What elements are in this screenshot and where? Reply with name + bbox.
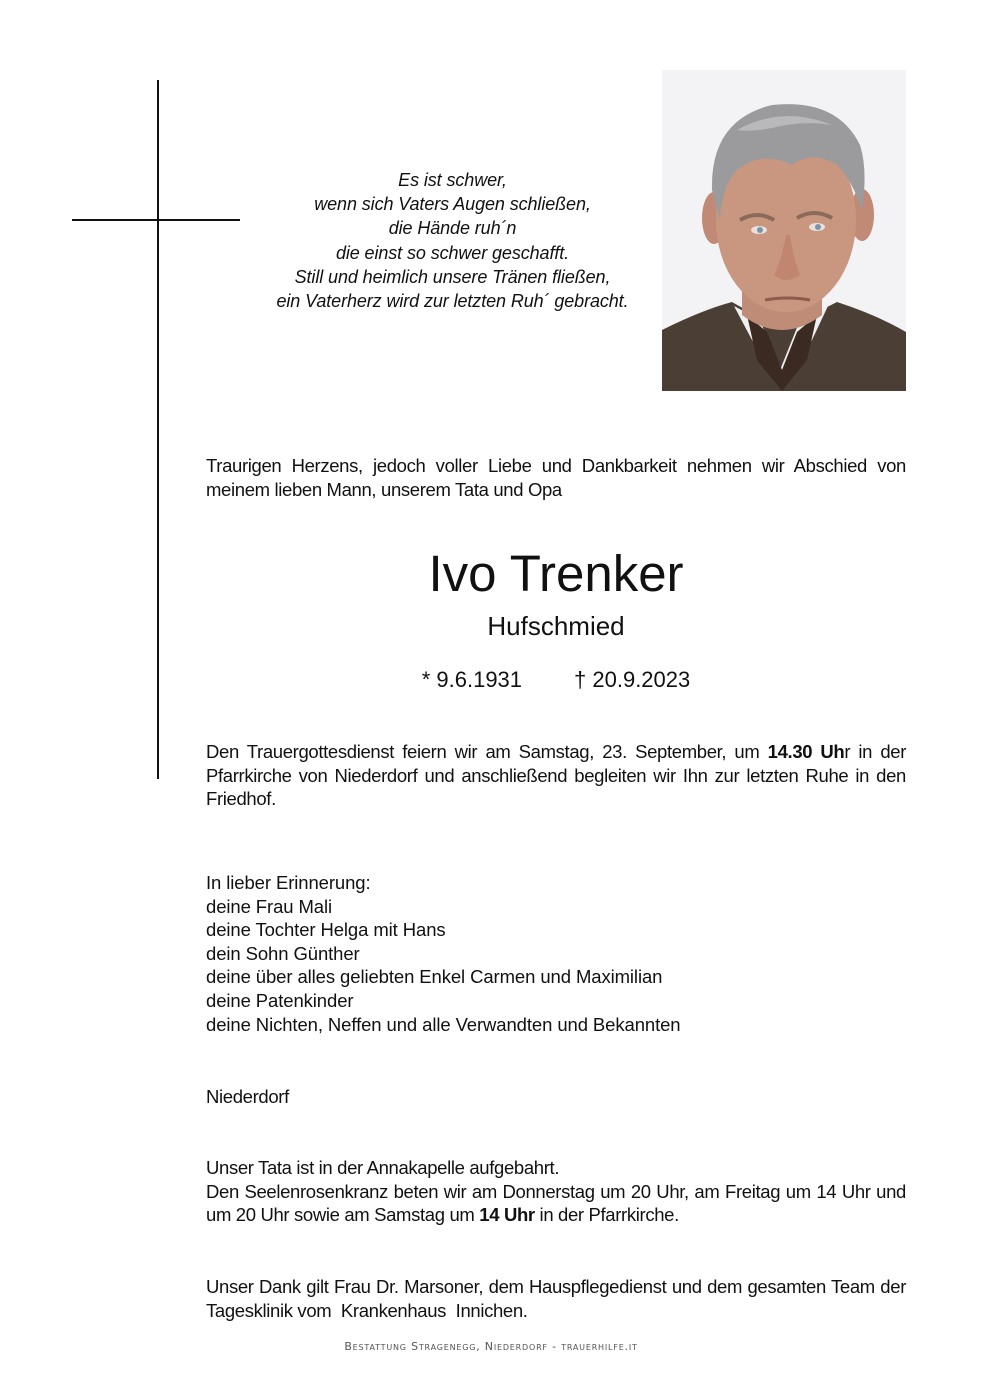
funeral-paragraph bbox=[206, 740, 906, 811]
footer-credit: Bestattung Stragenegg, Niederdorf - trauerhilfe.it bbox=[344, 1340, 638, 1353]
mourner-item: deine Tochter Helga mit Hans bbox=[206, 919, 446, 941]
rosary-text-before: Den Seelenrosenkranz beten wir am Donnerstag um 20 Uhr, am Freitag um 14 Uhr und um 20 Uhr sowie am Samstag um bbox=[206, 1180, 906, 1226]
intro-text bbox=[206, 454, 906, 501]
rosary-text-after: in der Pfarrkirche. bbox=[534, 1204, 679, 1226]
mourners-list bbox=[206, 871, 681, 1036]
life-dates bbox=[206, 666, 906, 694]
mourner-item: deine Frau Mali bbox=[206, 895, 333, 917]
mourner-item: deine über alles geliebten Enkel Carmen und Maximilian bbox=[206, 966, 663, 988]
funeral-text-after: r in der Pfarrkirche von Niederdorf und anschließend begleiten wir Ihn zur letzten Ruhe in den Friedhof. bbox=[206, 741, 907, 810]
funeral-text bbox=[206, 740, 906, 811]
death-date: † 20.9.2023 bbox=[574, 667, 691, 692]
thanks-text bbox=[206, 1275, 911, 1322]
birth-date: * 9.6.1931 bbox=[421, 667, 523, 692]
place-text bbox=[206, 1085, 906, 1109]
viewing-text bbox=[206, 1156, 906, 1227]
mourner-item: dein Sohn Günther bbox=[206, 942, 360, 964]
deceased-name: Ivo Trenker bbox=[428, 545, 684, 602]
mourners-heading: In lieber Erinnerung: bbox=[206, 872, 371, 893]
poem-line: die Hände ruh´n bbox=[388, 218, 517, 239]
poem-line: Still und heimlich unsere Tränen fließen, bbox=[294, 266, 611, 287]
funeral-time: 14.30 Uh bbox=[767, 741, 845, 762]
intro-paragraph: Traurigen Herzens, jedoch voller Liebe und Dankbarkeit nehmen wir Abschied von meinem lieben Mann, unserem Tata und Opa bbox=[206, 455, 906, 500]
rosary-paragraph bbox=[206, 1180, 906, 1227]
mourner-item: deine Patenkinder bbox=[206, 989, 354, 1011]
portrait-photo bbox=[662, 70, 906, 391]
poem-line: ein Vaterherz wird zur letzten Ruh´ gebracht. bbox=[276, 291, 629, 312]
poem-line: Es ist schwer, bbox=[398, 170, 507, 190]
place: Niederdorf bbox=[206, 1086, 289, 1107]
deceased-profession: Hufschmied bbox=[487, 611, 625, 641]
poem-line: die einst so schwer geschafft. bbox=[335, 242, 570, 263]
rosary-time: 14 Uhr bbox=[479, 1204, 535, 1226]
poem-line: wenn sich Vaters Augen schließen, bbox=[314, 194, 591, 215]
viewing-line: Unser Tata ist in der Annakapelle aufgebahrt. bbox=[206, 1157, 560, 1178]
mourner-item: deine Nichten, Neffen und alle Verwandten und Bekannten bbox=[206, 1013, 681, 1035]
cross-icon-horizontal-bar bbox=[72, 219, 240, 221]
poem bbox=[240, 168, 665, 313]
cross-icon-vertical-bar bbox=[157, 80, 159, 779]
funeral-text-before: Den Trauergottesdienst feiern wir am Samstag, 23. September, um bbox=[206, 741, 768, 762]
thanks-paragraph: Unser Dank gilt Frau Dr. Marsoner, dem Hauspflegedienst und dem gesamten Team der Tagesklinik vom Krankenhaus Innichen. bbox=[206, 1276, 911, 1321]
portrait-illustration bbox=[662, 70, 906, 391]
